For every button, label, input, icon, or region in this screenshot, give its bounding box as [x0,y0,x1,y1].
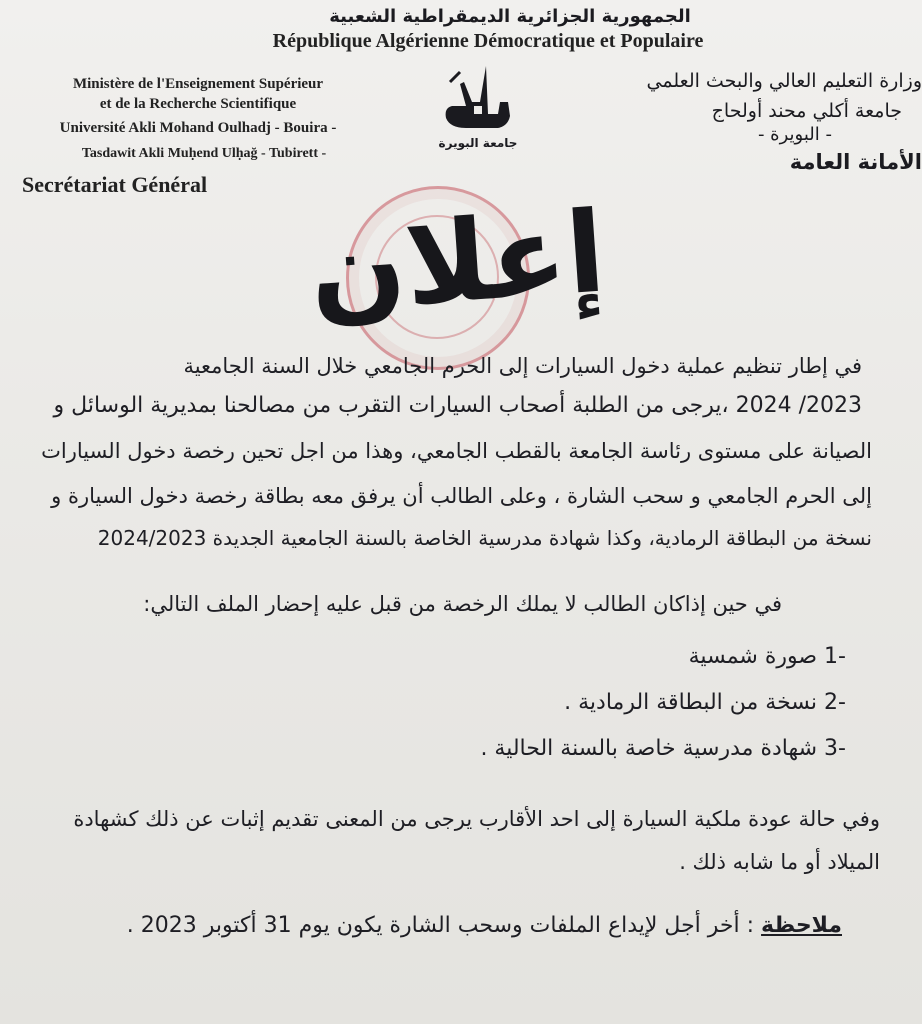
paragraph-1-line-4: إلى الحرم الجامعي و سحب الشارة ، وعلى الطالب أن يرفق معه بطاقة رخصة دخول السيارة و [51,484,872,508]
logo-caption: جامعة البويرة [438,136,518,150]
university-tamazight: Tasdawit Akli Muḥend Ulḥağ - Tubirett - [81,146,327,161]
university-french: Université Akli Mohand Oulhadj - Bouira - [59,120,337,136]
list-item-number: -3 [824,736,846,761]
deadline-note [127,912,842,940]
secretariat-arabic: الأمانة العامة [789,150,922,174]
university-logo-icon [436,62,520,162]
note-label: ملاحظة [761,913,842,938]
secretariat-french: Secrétariat Général [22,172,208,197]
header-arabic-republic: الجمهورية الجزائرية الديمقراطية الشعبية [329,6,691,27]
list-item [480,734,846,764]
university-arabic: جامعة أكلي محند أولحاج [711,100,902,122]
ministry-french-line1: Ministère de l'Enseignement Supérieur [72,76,324,92]
list-item [564,688,846,718]
paragraph-1-line-5: نسخة من البطاقة الرمادية، وكذا شهادة مدرسية الخاصة بالسنة الجامعية الجديدة 2024/2023 [97,526,872,550]
list-item-text: نسخة من البطاقة الرمادية . [564,690,818,715]
list-item-number: -1 [824,644,846,669]
list-item-number: -2 [824,690,846,715]
paragraph-1-line-1: في إطار تنظيم عملية دخول السيارات إلى الحرم الجامعي خلال السنة الجامعية [183,354,862,378]
paragraph-1-line-2: 2023/ 2024 ،يرجى من الطلبة أصحاب السيارات التقرب من مصالحنا بمديرية الوسائل و [53,393,862,418]
announcement-title: إعلان [305,187,610,338]
note-text: : أخر أجل لإيداع الملفات وسحب الشارة يكون يوم 31 أكتوبر 2023 . [126,913,755,938]
paragraph-3-line-2: الميلاد أو ما شابه ذلك . [679,850,880,874]
header-french-republic: République Algérienne Démocratique et Populaire [272,30,704,52]
paragraph-2: في حين إذاكان الطالب لا يملك الرخصة من قبل عليه إحضار الملف التالي: [143,592,782,616]
list-item [689,642,846,672]
paragraph-1-line-3: الصيانة على مستوى رئاسة الجامعة بالقطب الجامعي، وهذا من اجل تحين رخصة دخول السيارات [41,439,872,463]
ministry-french-line2: et de la Recherche Scientifique [99,96,297,112]
list-item-text: صورة شمسية [688,644,818,669]
city-arabic: - البويرة - [757,124,832,145]
paragraph-3-line-1: وفي حالة عودة ملكية السيارة إلى احد الأقارب يرجى من المعنى تقديم إثبات عن ذلك كشهادة [73,807,880,831]
list-item-text: شهادة مدرسية خاصة بالسنة الحالية . [480,736,818,761]
ministry-arabic: وزارة التعليم العالي والبحث العلمي [646,70,922,92]
